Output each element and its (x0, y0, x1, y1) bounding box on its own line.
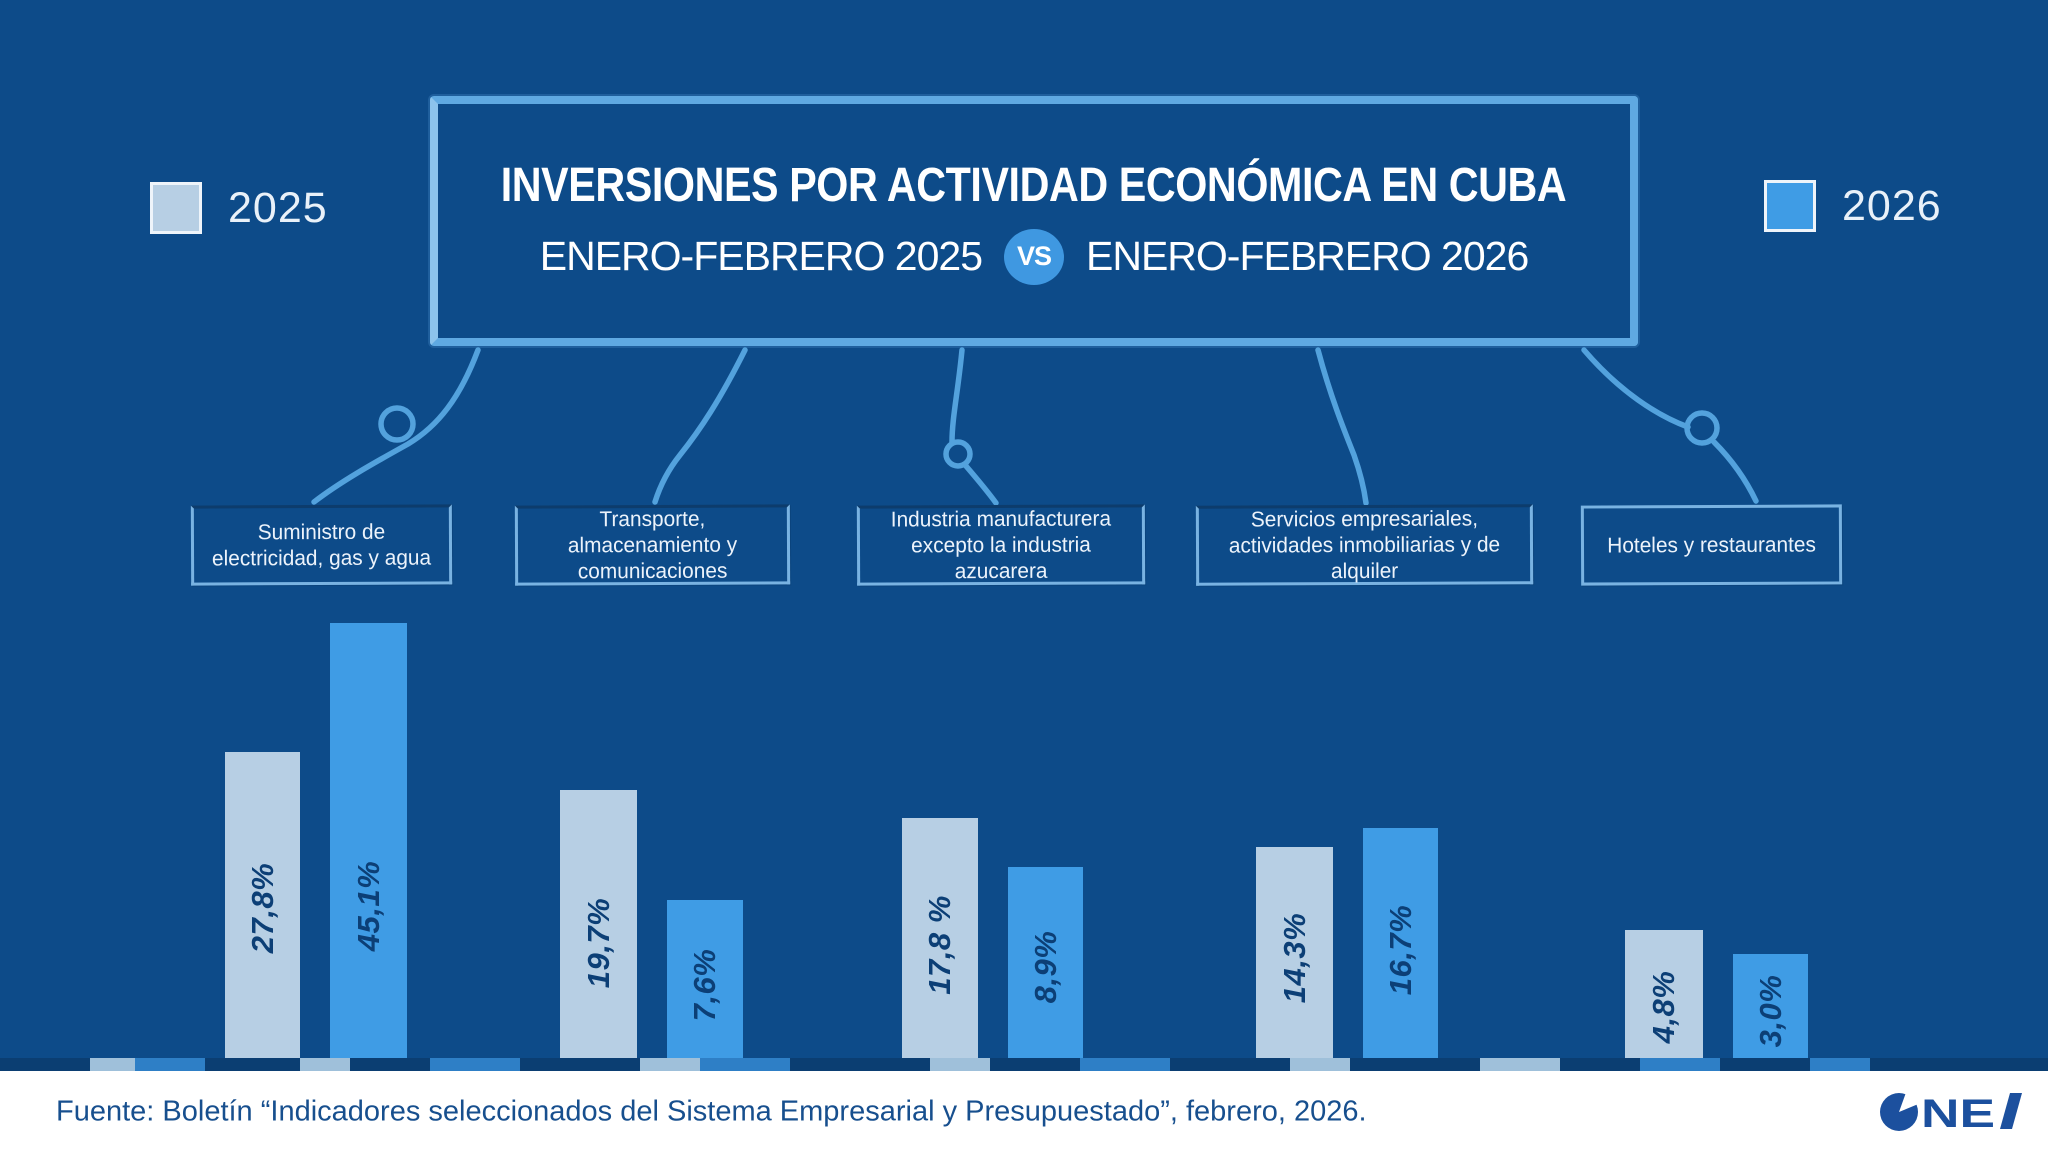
connector-line (1318, 350, 1366, 503)
bar-2026-1 (330, 623, 407, 1058)
category-label: Hoteles y restaurantes (1607, 532, 1816, 558)
connector-line (952, 350, 962, 442)
bar-value-label: 17,8 % (922, 895, 957, 995)
bar-2025-2 (560, 790, 637, 1058)
footer (0, 1071, 2048, 1152)
bar-value-label: 27,8% (244, 862, 280, 954)
category-box-5 (1581, 504, 1842, 585)
connector-loop (1687, 413, 1717, 443)
period-2025-label: ENERO-FEBRERO 2025 (539, 233, 982, 279)
svg-text:NE: NE (1921, 1092, 1995, 1134)
title-box (430, 96, 1638, 346)
bar-value-label: 8,9% (1027, 930, 1063, 1004)
vs-badge: VS (1004, 229, 1064, 285)
legend-2025 (150, 182, 328, 234)
bar-2026-5 (1733, 954, 1808, 1058)
source-text: Fuente: Boletín “Indicadores seleccionados del Sistema Empresarial y Presupuestado”, febrero, 2026. (56, 1095, 1367, 1127)
bar-value-label: 3,0% (1752, 974, 1788, 1048)
category-box-4 (1196, 504, 1533, 585)
category-box-2 (515, 504, 790, 585)
connector-line (966, 466, 996, 503)
legend-2026 (1764, 180, 1942, 232)
category-box-1 (191, 504, 452, 585)
bar-2025-5 (1625, 930, 1703, 1058)
bar-2025-1 (225, 752, 300, 1058)
bar-value-label: 19,7% (580, 897, 616, 989)
bar-value-label: 4,8% (1646, 970, 1681, 1044)
connector-loop (946, 442, 970, 466)
connector-line (1584, 350, 1688, 427)
bar-2025-3 (902, 818, 978, 1058)
bar-2026-3 (1008, 867, 1083, 1058)
category-label: Suministro de electricidad, gas y agua (211, 519, 432, 571)
legend-2025-label: 2025 (228, 183, 328, 232)
connector-line (655, 350, 745, 502)
legend-2025-swatch (150, 182, 202, 234)
decorative-stripe (0, 1058, 2048, 1071)
bar-value-label: 16,7% (1382, 904, 1418, 996)
chart-title: INVERSIONES POR ACTIVIDAD ECONÓMICA EN CUBA (501, 158, 1567, 212)
connector-line (314, 350, 478, 502)
bar-value-label: 7,6% (687, 948, 722, 1022)
bar-2026-2 (667, 900, 743, 1058)
category-label: Servicios empresariales, actividades inmobiliarias y de alquiler (1228, 506, 1501, 584)
bar-value-label: 45,1% (350, 860, 386, 952)
bar-2026-4 (1363, 828, 1438, 1058)
period-2026-label: ENERO-FEBRERO 2026 (1086, 233, 1529, 279)
connector-loop (381, 408, 413, 440)
category-box-3 (857, 504, 1145, 585)
connector-line (1714, 442, 1756, 501)
chart-subtitle (540, 229, 1529, 285)
bar-2025-4 (1256, 847, 1333, 1058)
legend-2026-swatch (1764, 180, 1816, 232)
category-label: Transporte, almacenamiento y comunicaciones (567, 506, 738, 584)
legend-2026-label: 2026 (1842, 181, 1942, 230)
bar-value-label: 14,3% (1276, 912, 1312, 1004)
category-label: Industria manufacturera excepto la industria azucarera (890, 506, 1112, 584)
onei-logo (1878, 1086, 2038, 1134)
